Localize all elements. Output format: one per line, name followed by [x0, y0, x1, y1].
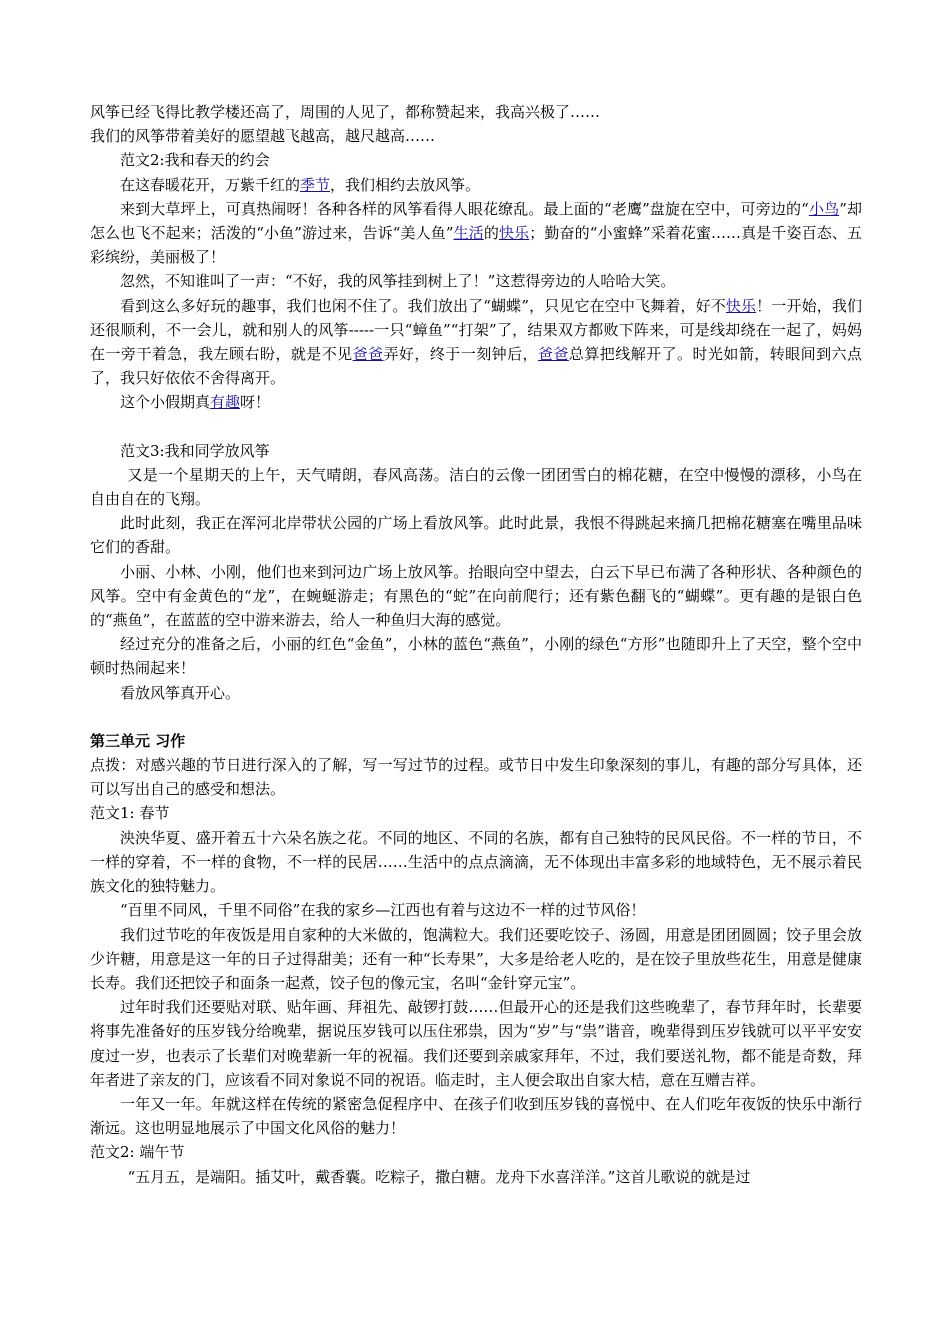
paragraph: [90, 801, 862, 825]
paragraph: [90, 439, 862, 463]
inline-link[interactable]: 生活: [453, 224, 484, 243]
text-run: 来到大草坪上，可真热闹呀！各种各样的风筝看得人眼花缭乱。最上面的“老鹰”盘旋在空中，可旁边的“: [120, 199, 809, 218]
inline-link[interactable]: 季节: [300, 175, 331, 194]
text-run: 过年时我们还要贴对联、贴年画、拜祖先、敲锣打鼓……但最开心的还是我们这些晚辈了，春节拜年时，长辈要将事先准备好的压岁钱分给晚辈，据说压岁钱可以压住邪祟，因为“岁”与“祟”谐音，晚辈得到压岁钱就可以平平安安度过一岁，也表示了长辈们对晚辈新一年的祝福。我们还要到亲戚家拜年，不过，我们要送礼物，都不能是奇数，拜年者进了亲友的门，应该看不同对象说不同的祝语。临走时，主人便会取出自家大桔，意在互赠吉祥。: [90, 998, 862, 1089]
paragraph-spacer: [90, 415, 862, 439]
paragraph: [90, 294, 862, 391]
inline-link[interactable]: 小鸟: [808, 199, 840, 218]
paragraph: [90, 681, 862, 705]
inline-link[interactable]: 爸爸: [538, 345, 569, 364]
paragraph: [90, 923, 862, 996]
text-run: 的: [483, 224, 499, 243]
text-run: 经过充分的准备之后，小丽的红色“金鱼”，小林的蓝色“燕鱼”，小刚的绿色“方形”也随即升上了天空，整个空中顿时热闹起来！: [90, 635, 862, 678]
text-run: “五月五，是端阳。插艾叶，戴香囊。吃粽子，撒白糖。龙舟下水喜洋洋。”这首儿歌说的就是过: [127, 1167, 751, 1186]
paragraph: [90, 632, 862, 680]
text-run: 弄好，终于一刻钟后，: [383, 345, 538, 364]
inline-link[interactable]: 快乐: [499, 224, 530, 243]
paragraph: [90, 124, 862, 148]
text-run: 泱泱华夏、盛开着五十六朵名族之花。不同的地区、不同的名族，都有自己独特的民风民俗。不一样的节日，不一样的穿着，不一样的食物，不一样的民居……生活中的点点滴滴，无不体现出丰富多彩的地域特色，无不展示着民族文化的独特魅力。: [90, 828, 862, 896]
text-run: 在这春暖花开，万紫千红的: [120, 175, 301, 194]
paragraph: [90, 390, 862, 414]
text-run: 这个小假期真: [120, 393, 211, 412]
section-heading: [90, 729, 862, 753]
text-run: 此时此刻，我正在浑河北岸带状公园的广场上看放风筝。此时此景，我恨不得跳起来摘几把棉花糖塞在嘴里品味它们的香甜。: [90, 514, 862, 557]
paragraph: [90, 173, 862, 197]
text-run: ，我们相约去放风筝。: [330, 175, 481, 194]
text-run: “百里不同风，千里不同俗”在我的家乡—江西也有着与这边不一样的过节风俗！: [120, 901, 646, 920]
paragraph: [90, 269, 862, 293]
text-run: 第三单元 习作: [90, 731, 186, 750]
paragraph: [90, 560, 862, 633]
document-page: [90, 100, 862, 1189]
text-run: 范文2: 端午节: [90, 1143, 185, 1162]
text-run: 总算把线解开了。时光如箭，转眼间到六点了，我只好依依不舍得离开。: [90, 345, 862, 388]
text-run: 范文2:我和春天的约会: [120, 151, 270, 170]
text-run: 一年又一年。年就这样在传统的紧密急促程序中、在孩子们收到压岁钱的喜悦中、在人们吃年夜饭的快乐中渐行渐远。这也明显地展示了中国文化风俗的魅力！: [90, 1094, 862, 1138]
text-run: 我们的风筝带着美好的愿望越飞越高，越尺越高……: [90, 127, 436, 146]
paragraph: [90, 1165, 862, 1189]
paragraph: [90, 197, 862, 270]
text-run: ”却怎么也飞不起来；活泼的“小鱼”游过来，告诉“美人鱼”: [90, 199, 862, 243]
paragraph: [90, 826, 862, 899]
paragraph: [90, 100, 862, 124]
text-run: 我们过节吃的年夜饭是用自家种的大米做的，饱满粒大。我们还要吃饺子、汤圆，用意是团团圆圆；饺子里会放少许糖，用意是这一年的日子过得甜美；还有一种“长寿果”，大多是给老人吃的，是在饺子里放些花生，用意是健康长寿。我们还把饺子和面条一起煮，饺子包的像元宝，名叫“金针穿元宝”。: [90, 925, 862, 992]
text-run: 小丽、小林、小刚，他们也来到河边广场上放风筝。抬眼向空中望去，白云下早已布满了各种形状、各种颜色的风筝。空中有金黄色的“龙”，在蜿蜒游走；有黑色的“蛇”在向前爬行；还有紫色翻飞的“蝴蝶”。更有趣的是银白色的“燕鱼”，在蓝蓝的空中游来游去，给人一种鱼归大海的感觉。: [90, 562, 862, 630]
paragraph: [90, 148, 862, 172]
inline-link[interactable]: 快乐: [725, 296, 757, 315]
inline-link[interactable]: 爸爸: [352, 345, 384, 364]
paragraph: [90, 898, 862, 922]
paragraph-spacer: [90, 705, 862, 729]
paragraph: [90, 463, 862, 511]
text-run: 又是一个星期天的上午，天气晴朗，春风高荡。洁白的云像一团团雪白的棉花糖，在空中慢慢的漂移，小鸟在自由自在的飞翔。: [90, 465, 862, 509]
text-run: 忽然，不知谁叫了一声：“不好，我的风筝挂到树上了！”这惹得旁边的人哈哈大笑。: [120, 272, 676, 291]
text-run: 范文1: 春节: [90, 804, 170, 823]
inline-link[interactable]: 有趣: [210, 393, 241, 412]
text-run: 看放风筝真开心。: [120, 683, 241, 702]
text-run: 看到这么多好玩的趣事，我们也闲不住了。我们放出了“蝴蝶”，只见它在空中飞舞着，好不: [120, 296, 726, 315]
text-run: 点拨：对感兴趣的节日进行深入的了解，写一写过节的过程。或节日中发生印象深刻的事儿，有趣的部分写具体，还可以写出自己的感受和想法。: [90, 756, 862, 799]
text-run: 范文3:我和同学放风筝: [120, 441, 270, 460]
text-run: 呀！: [240, 393, 271, 412]
text-run: 风筝已经飞得比教学楼还高了，周围的人见了，都称赞起来，我高兴极了……: [90, 103, 601, 121]
text-run: ！一开始，我们还很顺利，不一会儿，就和别人的风筝-----一只“蟑鱼”“打架”了，结果双方都败下阵来，可是线却绕在一起了，妈妈在一旁干着急，我左顾右盼，就是不见: [90, 296, 862, 364]
paragraph: [90, 753, 862, 801]
text-run: ；勤奋的“小蜜蜂”采着花蜜……真是千姿百态、五彩缤纷，美丽极了！: [90, 224, 862, 267]
paragraph: [90, 995, 862, 1092]
paragraph: [90, 511, 862, 559]
paragraph: [90, 1092, 862, 1140]
paragraph: [90, 1140, 862, 1164]
